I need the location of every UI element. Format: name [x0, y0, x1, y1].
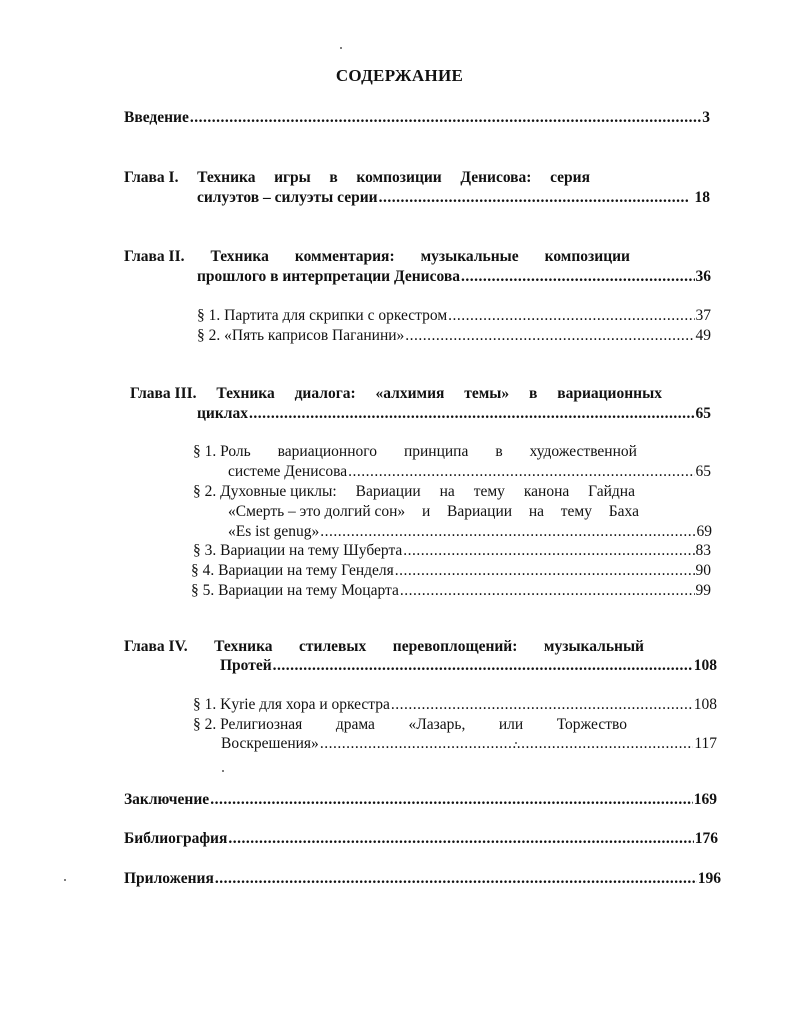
toc-section-2-1	[197, 306, 711, 326]
toc-label: Заключение	[124, 791, 210, 808]
page-number: 37	[695, 307, 711, 324]
word: Денисова:	[460, 169, 532, 186]
word: тему	[560, 503, 592, 520]
toc-entry-bibliography	[124, 829, 718, 849]
word: композиции	[544, 248, 630, 265]
toc-label: Воскрешения»	[221, 735, 319, 752]
word: Техника	[197, 169, 256, 186]
page-number: 83	[695, 542, 711, 559]
leader-dots	[249, 404, 695, 424]
word: в	[495, 443, 503, 460]
word: стилевых	[299, 638, 367, 655]
scan-speck	[340, 47, 342, 49]
word: вариационного	[277, 443, 377, 460]
page-number: 108	[693, 696, 717, 713]
word: игры	[274, 169, 311, 186]
word: темы»	[464, 385, 510, 402]
word: § 2. Религиозная	[193, 716, 303, 733]
leader-dots	[448, 306, 694, 326]
page-number: 99	[695, 582, 711, 599]
toc-chapter-3-line1	[130, 384, 662, 404]
scan-speck	[64, 879, 66, 881]
toc-label: «Es ist genug»	[228, 523, 320, 540]
word: § 1. Роль	[193, 443, 251, 460]
leader-dots	[320, 522, 695, 542]
toc-label: § 2. «Пять каприсов Паганини»	[197, 327, 405, 344]
toc-section-2-2	[197, 326, 711, 346]
toc-label: § 1. Партита для скрипки с оркестром	[197, 307, 448, 324]
toc-label: Протей	[220, 657, 272, 674]
toc-section-3-1-line1	[193, 442, 637, 462]
leader-dots	[395, 561, 695, 581]
word: на	[439, 483, 455, 500]
leader-dots	[379, 188, 688, 208]
word: Баха	[608, 503, 639, 520]
toc-section-3-2-line2	[228, 502, 639, 522]
page-number: 196	[697, 870, 721, 887]
leader-dots	[320, 734, 694, 754]
toc-section-3-2-line3	[228, 522, 712, 542]
toc-section-4-2-line1	[193, 715, 627, 735]
page-number: 90	[695, 562, 711, 579]
toc-label: Введение	[124, 109, 189, 126]
leader-dots	[210, 790, 693, 810]
word: «алхимия	[375, 385, 445, 402]
toc-section-4-1	[193, 695, 717, 715]
toc-label: Библиография	[124, 830, 228, 847]
word: в	[329, 169, 338, 186]
toc-chapter-2-line2	[197, 267, 711, 287]
word: «Смерть – это долгий сон»	[228, 503, 406, 520]
leader-dots	[228, 829, 693, 849]
toc-label: § 5. Вариации на тему Моцарта	[191, 582, 399, 599]
word: § 2. Духовные циклы:	[193, 483, 337, 500]
word: Вариации	[355, 483, 421, 500]
word: Гайдна	[588, 483, 635, 500]
word: композиции	[356, 169, 442, 186]
chapter-label: Глава III.	[130, 385, 197, 402]
word: комментария:	[294, 248, 395, 265]
page-number: 117	[694, 735, 717, 752]
toc-section-3-5	[191, 581, 711, 601]
toc-section-3-3	[193, 541, 711, 561]
word: или	[498, 716, 524, 733]
toc-entry-conclusion	[124, 790, 717, 810]
page-number: 65	[695, 463, 711, 480]
page-title: СОДЕРЖАНИЕ	[335, 66, 464, 85]
toc-entry-appendix	[124, 869, 721, 889]
leader-dots	[403, 541, 694, 561]
page-number: 69	[696, 523, 712, 540]
toc-chapter-2-line1	[124, 247, 630, 267]
leader-dots	[190, 108, 701, 128]
word: художественной	[529, 443, 637, 460]
leader-dots	[215, 869, 697, 889]
toc-section-4-2-line2	[221, 734, 717, 754]
toc-label: прошлого в интерпретации Денисова	[197, 268, 460, 285]
word: вариационных	[557, 385, 662, 402]
word: Техника	[216, 385, 275, 402]
toc-label: силуэтов – силуэты серии	[197, 189, 378, 206]
leader-dots	[273, 656, 693, 676]
word: музыкальные	[420, 248, 519, 265]
word: Техника	[210, 248, 269, 265]
word: тему	[473, 483, 505, 500]
leader-dots	[400, 581, 695, 601]
toc-section-3-2-line1	[193, 482, 635, 502]
scan-speck	[222, 770, 224, 772]
toc-label: системе Денисова	[228, 463, 348, 480]
page-number: 3	[702, 109, 710, 126]
page-number: 176	[694, 830, 718, 847]
toc-label: § 1. Kyrie для хора и оркестра	[193, 696, 390, 713]
toc-section-3-1-line2	[228, 462, 711, 482]
word: серия	[550, 169, 590, 186]
leader-dots	[405, 326, 694, 346]
page-number: 108	[693, 657, 717, 674]
page-number: 18	[694, 189, 710, 206]
toc-section-3-4	[191, 561, 711, 581]
word: на	[528, 503, 544, 520]
chapter-label: Глава II.	[124, 248, 185, 265]
toc-chapter-1-line2	[197, 188, 710, 208]
word: Вариации	[447, 503, 513, 520]
page-number: 169	[693, 791, 717, 808]
chapter-label: Глава I.	[124, 169, 179, 186]
page-number: 65	[695, 405, 711, 422]
word: в	[528, 385, 538, 402]
word: принципа	[403, 443, 469, 460]
toc-chapter-1-line1	[124, 168, 590, 188]
toc-label: § 4. Вариации на тему Генделя	[191, 562, 394, 579]
toc-entry-intro	[124, 108, 710, 128]
toc-chapter-4-line2	[220, 656, 717, 676]
word: и	[421, 503, 431, 520]
word: Техника	[214, 638, 273, 655]
scan-speck	[515, 742, 517, 744]
word: перевоплощений:	[392, 638, 518, 655]
word: музыкальный	[543, 638, 644, 655]
word: драма	[335, 716, 375, 733]
toc-label: циклах	[197, 405, 248, 422]
leader-dots	[391, 695, 693, 715]
word: «Лазарь,	[408, 716, 466, 733]
toc-chapter-3-line2	[197, 404, 711, 424]
word: Торжество	[556, 716, 627, 733]
page-number: 49	[695, 327, 711, 344]
toc-label: Приложения	[124, 870, 214, 887]
chapter-label: Глава IV.	[124, 638, 188, 655]
word: канона	[523, 483, 570, 500]
page-number: 36	[695, 268, 711, 285]
toc-label: § 3. Вариации на тему Шуберта	[193, 542, 403, 559]
leader-dots	[348, 462, 694, 482]
leader-dots	[461, 267, 695, 287]
toc-chapter-4-line1	[124, 637, 644, 657]
word: диалога:	[294, 385, 356, 402]
